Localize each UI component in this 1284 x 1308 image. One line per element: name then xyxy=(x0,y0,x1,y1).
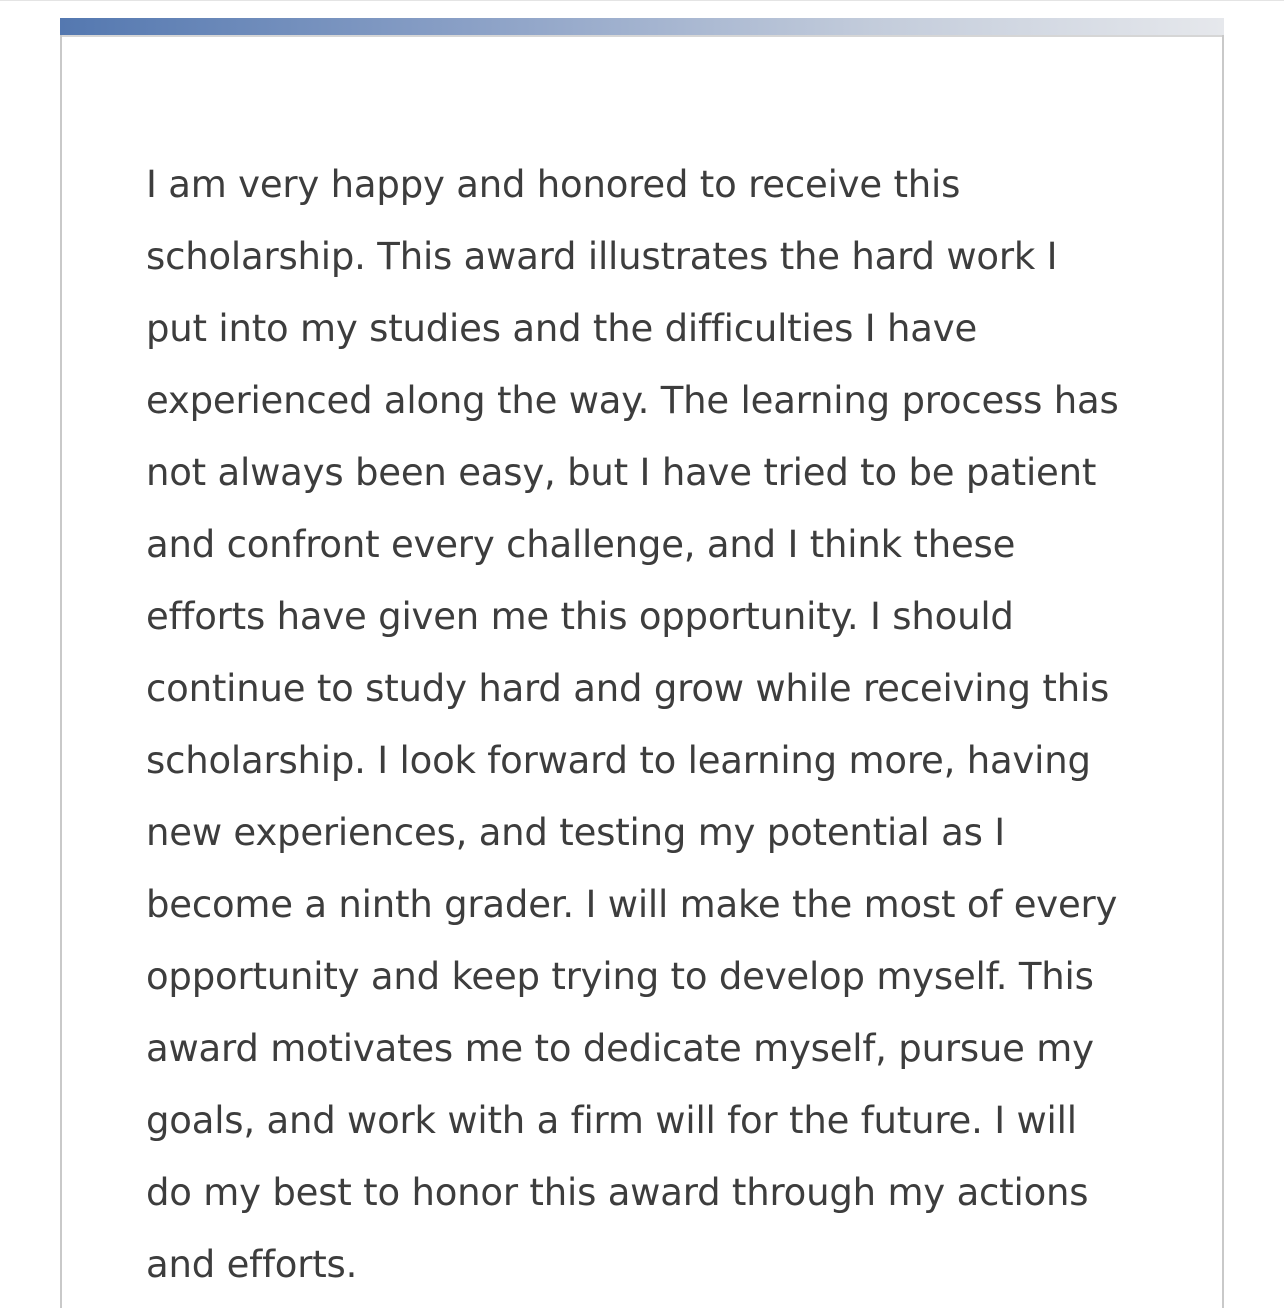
letter-line: and confront every challenge, and I think these xyxy=(146,523,1016,566)
letter-line: become a ninth grader. I will make the most of every xyxy=(146,883,1118,926)
letter-line: do my best to honor this award through my actions xyxy=(146,1171,1089,1214)
letter-line: scholarship. This award illustrates the hard work I xyxy=(146,235,1058,278)
letter-line: goals, and work with a firm will for the future. I will xyxy=(146,1099,1077,1142)
letter-line: and efforts. xyxy=(146,1243,358,1286)
letter-line: not always been easy, but I have tried to be patient xyxy=(146,451,1097,494)
letter-line: put into my studies and the difficulties I have xyxy=(146,307,978,350)
letter-line: scholarship. I look forward to learning more, having xyxy=(146,739,1091,782)
letter-line: experienced along the way. The learning process has xyxy=(146,379,1119,422)
header-accent-bar xyxy=(60,18,1224,35)
letter-card xyxy=(60,18,1224,1308)
letter-body xyxy=(146,149,1146,1301)
letter-line: efforts have given me this opportunity. I should xyxy=(146,595,1014,638)
letter-line: new experiences, and testing my potential as I xyxy=(146,811,1005,854)
letter-line: continue to study hard and grow while receiving this xyxy=(146,667,1110,710)
letter-line: opportunity and keep trying to develop myself. This xyxy=(146,955,1094,998)
header-accent-shadow xyxy=(62,35,1222,37)
letter-line: I am very happy and honored to receive this xyxy=(146,163,961,206)
top-divider xyxy=(0,0,1284,1)
letter-line: award motivates me to dedicate myself, pursue my xyxy=(146,1027,1094,1070)
